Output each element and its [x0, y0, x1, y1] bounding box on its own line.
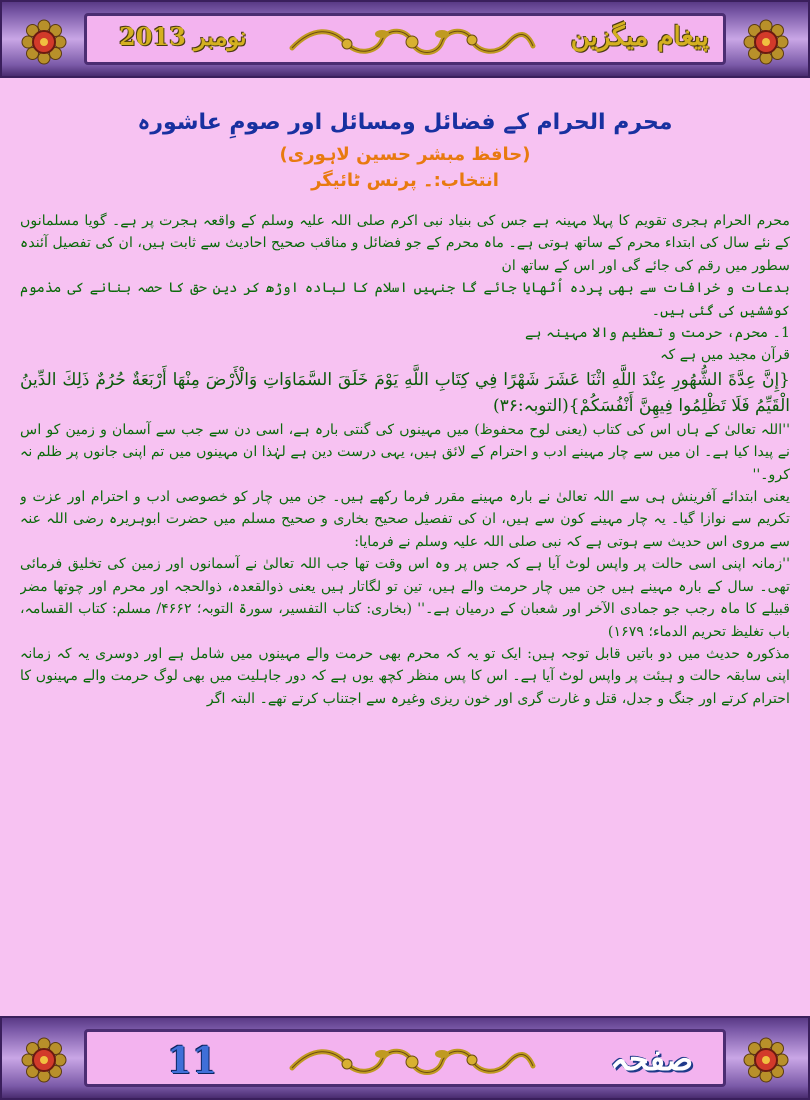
paragraph: بدعات و خرافات سے بھی پردہ اُٹھایا جائے گا جنہیں اسلام کا لبادہ اوڑھ کر دین حق کا حصہ بنانے کی مذموم کوششیں کی گئی ہیں۔ — [20, 280, 790, 319]
paragraph: قرآن مجید میں ہے کہ — [660, 347, 790, 364]
page-label: صفحہ — [610, 1040, 693, 1078]
translation: ''اللہ تعالیٰ کے ہاں اس کی کتاب (یعنی لوح محفوظ) میں مہینوں کی گنتی بارہ ہے، اسی دن سے جب سے آسمان و زمین کو اس نے پیدا کیا ہے۔ ان میں سے چار مہینے ادب و احترام کے لائق ہیں، یہی درست دین ہے لہٰذا ان مہینوں میں تم اپنی جانوں پر ظلم نہ کرو۔'' — [20, 421, 790, 483]
issue-label: نومبر 2013 — [119, 22, 247, 51]
gold-vine-ornament-icon — [287, 22, 537, 62]
footer-banner — [0, 1016, 810, 1100]
flower-ornament-icon — [18, 1034, 70, 1086]
article — [20, 86, 790, 1010]
quran-verse: {إِنَّ عِدَّةَ الشُّهُورِ عِنْدَ اللَّهِ اثْنَا عَشَرَ شَهْرًا فِي كِتَابِ اللَّهِ يَوْمَ خَلَقَ السَّمَاوَاتِ وَالْأَرْضَ مِنْهَا أَرْبَعَةٌ حُرُمٌ ذَلِكَ الدِّينُ الْقَيِّمُ فَلَا تَظْلِمُوا فِيهِنَّ أَنْفُسَكُمْ}(التوبہ:۳۶) — [20, 369, 790, 416]
header-banner — [0, 0, 810, 78]
header-panel — [84, 13, 726, 65]
hadith-quote: ''زمانہ اپنی اسی حالت پر واپس لوٹ آیا ہے کہ جس پر وہ اس وقت تھا جب اللہ تعالیٰ نے آسمانوں اور زمین کی تخلیق فرمائی تھی۔ سال کے بارہ مہینے ہیں جن میں چار حرمت والے ہیں، تین تو لگاتار ہیں یعنی ذوالقعدہ، ذوالحجہ اور محرم اور چوتھا مضر قبیلے کا ماہ رجب جو جمادی الآخر اور شعبان کے درمیان ہے۔'' (بخاری: کتاب التفسیر، سورۃ التوبہ؛ ۴۶۶۲/ مسلم: کتاب القسامہ، باب تغلیظ تحریم الدماء؛ ۱۶۷۹) — [20, 556, 790, 640]
paragraph: محرم الحرام ہجری تقویم کا پہلا مہینہ ہے جس کی بنیاد نبی اکرم صلی اللہ علیہ وسلم کے واقعہ ہجرت پر ہے۔ گویا مسلمانوں کے نئے سال کی ابتداء محرم کے ساتھ ہوتی ہے۔ ماہ محرم کے جو فضائل و مناقب صحیح احادیث سے ثابت ہیں، ان کی تفصیل آئندہ سطور میں رقم کی جائے گی اور اس کے ساتھ ان — [20, 213, 790, 274]
page-number: 11 — [167, 1040, 218, 1082]
article-author: (حافظ مبشر حسین لاہوری) — [279, 144, 531, 165]
section-heading: 1۔ محرم، حرمت و تعظیم والا مہینہ ہے — [524, 325, 790, 342]
paragraph: یعنی ابتدائے آفرینش ہی سے اللہ تعالیٰ نے بارہ مہینے مقرر فرما رکھے ہیں۔ جن میں چار کو خصوصی ادب و احترام اور عزت و تکریم سے نوازا گیا۔ یہ چار مہینے کون سے ہیں، ان کی تفصیل صحیح بخاری و صحیح مسلم میں حضرت ابوہریرہ رضی اللہ عنہ سے مروی اس حدیث سے ہوتی ہے کہ نبی صلی اللہ علیہ وسلم نے فرمایا: — [20, 489, 790, 550]
magazine-title: پیغام میگزین — [570, 22, 709, 52]
gold-vine-ornament-icon — [287, 1042, 537, 1082]
article-body — [20, 210, 790, 710]
paragraph: مذکورہ حدیث میں دو باتیں قابل توجہ ہیں: ایک تو یہ کہ محرم بھی حرمت والے مہینوں میں شامل ہے اور دوسری یہ کہ زمانہ اپنی سابقہ حالت و ہیئت پر واپس لوٹ آیا ہے۔ اس کا پس منظر کچھ یوں ہے کہ دور جاہلیت میں بھی لوگ حرمت والے مہینوں کا احترام کرتے اور جنگ و جدل، قتل و غارت گری اور خون ریزی وغیرہ سے اجتناب کرتے تھے۔ البتہ اگر — [20, 645, 790, 707]
flower-ornament-icon — [18, 16, 70, 68]
article-title: محرم الحرام کے فضائل ومسائل اور صومِ عاشورہ — [137, 110, 673, 135]
footer-panel — [84, 1029, 726, 1087]
flower-ornament-icon — [740, 1034, 792, 1086]
article-selection: انتخاب:۔ پرنس ٹائیگر — [311, 170, 499, 191]
flower-ornament-icon — [740, 16, 792, 68]
